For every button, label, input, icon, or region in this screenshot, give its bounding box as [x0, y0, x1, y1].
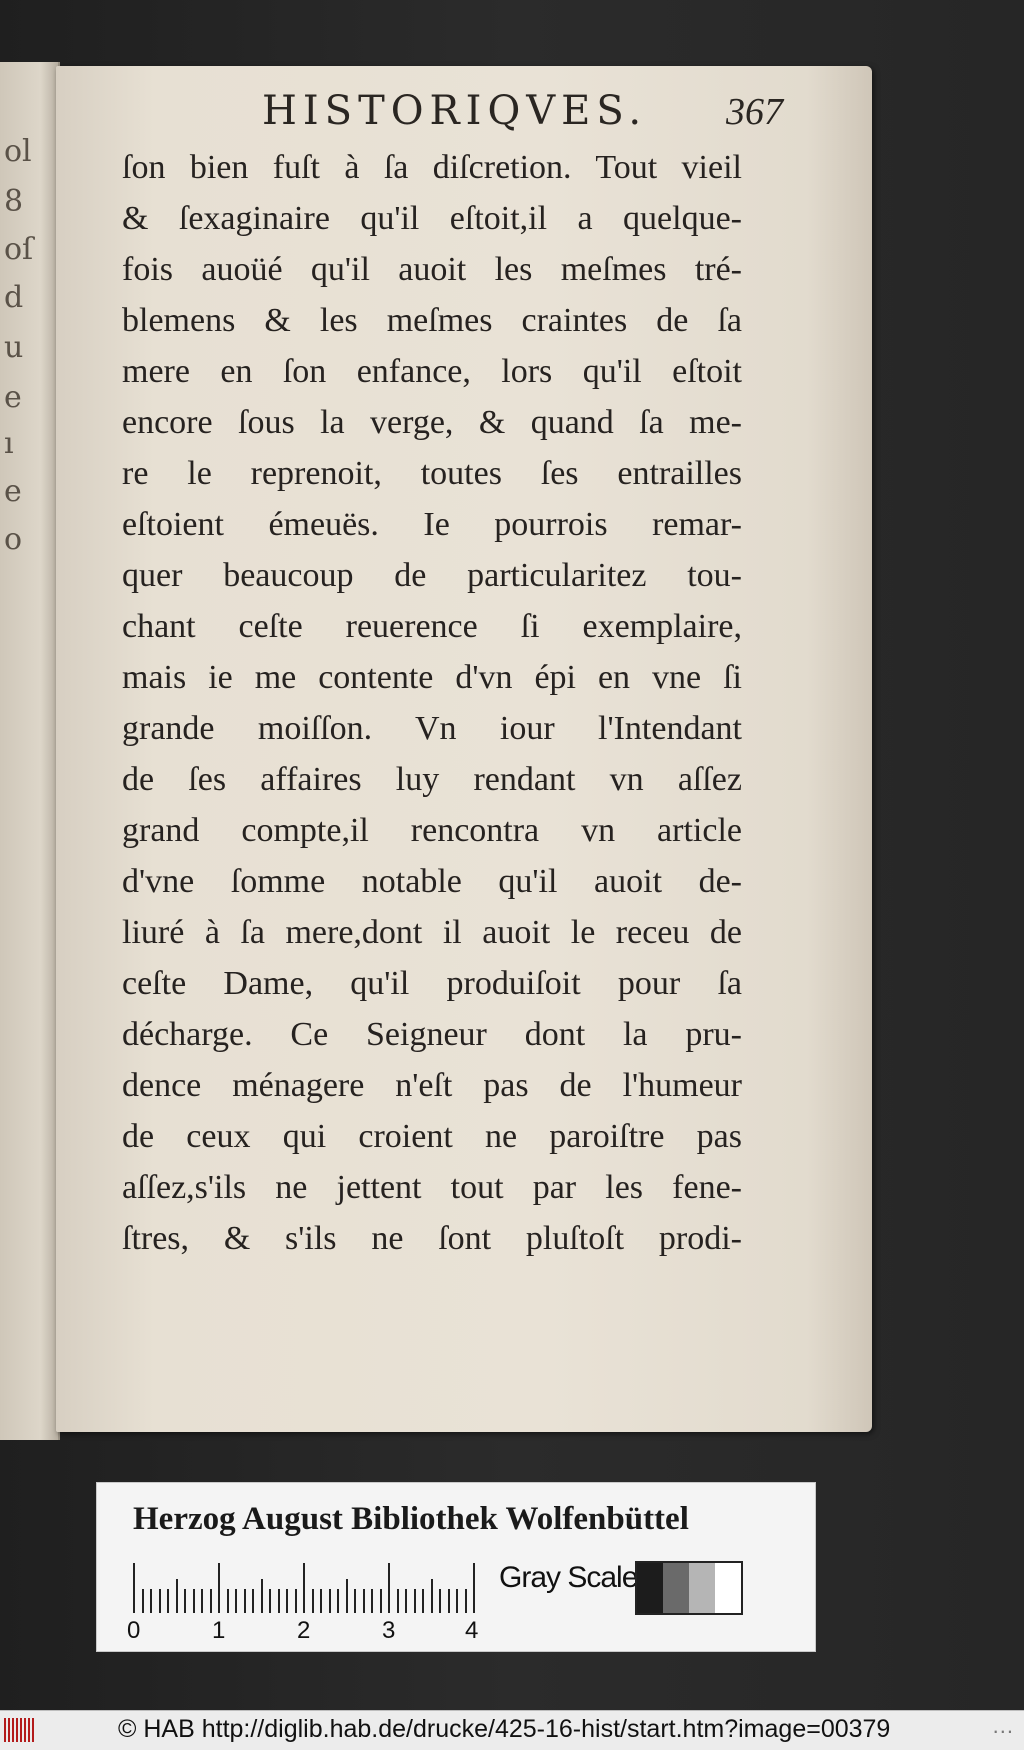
edge-glyph: e — [4, 474, 22, 509]
text-line: fois auoüé qu'il auoit les meſmes tré- — [122, 251, 742, 288]
ruler-tick — [193, 1589, 195, 1613]
gray-swatch — [715, 1563, 741, 1613]
ruler-tick — [227, 1589, 229, 1613]
text-line: aſſez,s'ils ne jettent tout par les fene- — [122, 1169, 742, 1206]
ruler-tick — [244, 1589, 246, 1613]
text-line: de ceux qui croient ne paroiſtre pas — [122, 1118, 742, 1155]
ruler-tick — [269, 1589, 271, 1613]
edge-glyph: 8 — [4, 184, 24, 219]
hab-logo-icon — [4, 1718, 44, 1742]
book-page — [56, 66, 872, 1432]
text-line: ſtres, & s'ils ne ſont pluſtoſt prodi- — [122, 1220, 742, 1257]
gray-swatch — [637, 1563, 663, 1613]
ruler-tick — [337, 1589, 339, 1613]
ruler-tick — [218, 1563, 220, 1613]
ruler-tick — [142, 1589, 144, 1613]
ruler-tick — [295, 1589, 297, 1613]
edge-glyph: ı — [4, 426, 14, 461]
viewer-footer — [0, 1710, 1024, 1750]
running-head-title: HISTORIQVES. — [262, 88, 648, 134]
ruler-tick — [422, 1589, 424, 1613]
text-line: mais ie me contente d'vn épi en vne ſi — [122, 659, 742, 696]
ruler-tick — [371, 1589, 373, 1613]
edge-glyph: o — [4, 522, 23, 557]
ruler-tick — [456, 1589, 458, 1613]
text-line: décharge. Ce Seigneur dont la pru- — [122, 1016, 742, 1053]
ruler-label: 0 — [127, 1617, 141, 1644]
ruler-tick — [278, 1589, 280, 1613]
text-line: grande moiſſon. Vn iour l'Intendant — [122, 710, 742, 747]
ruler-tick — [201, 1589, 203, 1613]
text-line: dence ménagere n'eſt pas de l'humeur — [122, 1067, 742, 1104]
ruler-tick — [448, 1589, 450, 1613]
ruler-tick — [312, 1589, 314, 1613]
ruler-tick — [320, 1589, 322, 1613]
text-line: blemens & les meſmes craintes de ſa — [122, 302, 742, 339]
ruler-tick — [261, 1579, 263, 1613]
gray-swatch — [663, 1563, 689, 1613]
ruler-label: 3 — [382, 1617, 396, 1644]
ruler-tick — [167, 1589, 169, 1613]
text-line: liuré à ſa mere,dont il auoit le receu de — [122, 914, 742, 951]
ruler-tick — [184, 1589, 186, 1613]
ruler-label: 2 — [297, 1617, 311, 1644]
library-name: Herzog August Bibliothek Wolfenbüttel — [133, 1501, 689, 1537]
ruler-label: 1 — [212, 1617, 226, 1644]
text-line: encore ſous la verge, & quand ſa me- — [122, 404, 742, 441]
more-options-icon[interactable]: ... — [992, 1713, 1014, 1738]
copyright-link[interactable]: © HAB http://diglib.hab.de/drucke/425-16-hist/start.htm?image=00379 — [118, 1715, 891, 1743]
text-line: chant ceſte reuerence ſi exemplaire, — [122, 608, 742, 645]
ruler-tick — [380, 1589, 382, 1613]
text-line: eſtoient émeuës. Ie pourrois remar- — [122, 506, 742, 543]
text-line: de ſes affaires luy rendant vn aſſez — [122, 761, 742, 798]
ruler-tick — [329, 1589, 331, 1613]
ruler-tick — [286, 1589, 288, 1613]
ruler-tick — [473, 1563, 475, 1613]
edge-glyph: u — [4, 330, 24, 365]
gray-swatch — [689, 1563, 715, 1613]
ruler-tick — [363, 1589, 365, 1613]
ruler-tick — [414, 1589, 416, 1613]
ruler-tick — [465, 1589, 467, 1613]
page-number: 367 — [726, 91, 783, 133]
edge-glyph: oſ — [4, 232, 34, 267]
text-line: mere en ſon enfance, lors qu'il eſtoit — [122, 353, 742, 390]
text-line: re le reprenoit, toutes ſes entrailles — [122, 455, 742, 492]
ruler-tick — [354, 1589, 356, 1613]
body-text — [122, 142, 742, 1264]
running-head — [202, 88, 852, 138]
ruler-tick — [431, 1579, 433, 1613]
ruler-tick — [346, 1579, 348, 1613]
ruler-tick — [252, 1589, 254, 1613]
ruler-tick — [176, 1579, 178, 1613]
ruler-tick — [159, 1589, 161, 1613]
text-line: grand compte,il rencontra vn article — [122, 812, 742, 849]
edge-glyph: ol — [4, 134, 32, 169]
text-line: ceſte Dame, qu'il produiſoit pour ſa — [122, 965, 742, 1002]
ruler-tick — [133, 1563, 135, 1613]
facing-page-edge — [0, 62, 60, 1440]
ruler-tick — [235, 1589, 237, 1613]
ruler-tick — [405, 1589, 407, 1613]
ruler-tick — [388, 1563, 390, 1613]
library-color-card — [96, 1482, 816, 1652]
ruler-tick — [439, 1589, 441, 1613]
gray-scale-swatches — [635, 1561, 743, 1615]
ruler-tick — [150, 1589, 152, 1613]
ruler-label: 4 — [465, 1617, 479, 1644]
gray-scale-label: Gray Scale — [499, 1561, 638, 1594]
text-line: ſon bien fuſt à ſa diſcretion. Tout vieil — [122, 149, 742, 186]
edge-glyph: d — [4, 280, 24, 315]
text-line: quer beaucoup de particularitez tou- — [122, 557, 742, 594]
ruler-tick — [303, 1563, 305, 1613]
text-line: d'vne ſomme notable qu'il auoit de- — [122, 863, 742, 900]
edge-glyph: e — [4, 380, 22, 415]
text-line: & ſexaginaire qu'il eſtoit,il a quelque- — [122, 200, 742, 237]
scale-ruler — [133, 1559, 483, 1613]
ruler-tick — [210, 1589, 212, 1613]
ruler-tick — [397, 1589, 399, 1613]
